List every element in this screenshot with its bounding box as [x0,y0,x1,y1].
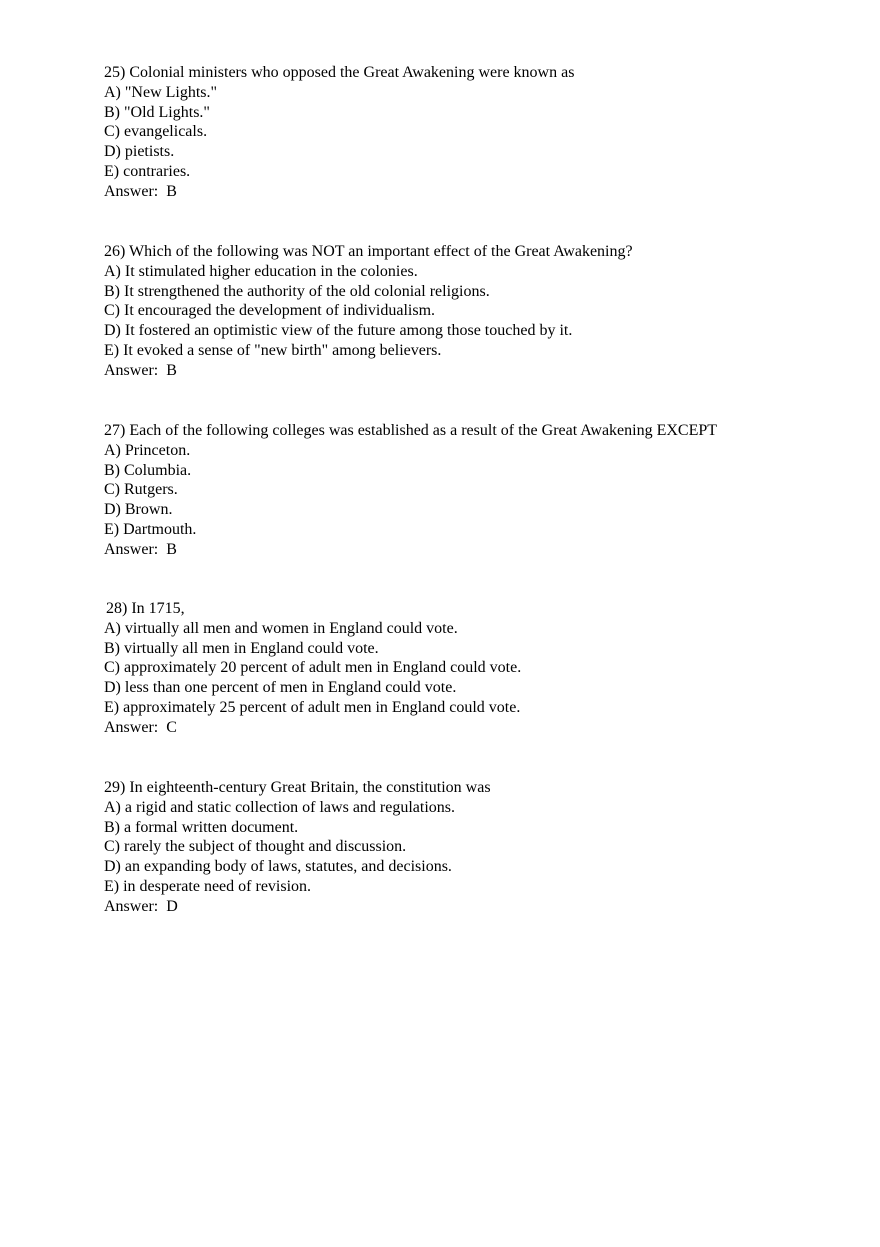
option-b: B) "Old Lights." [104,103,210,121]
question-25 [104,63,804,202]
option-d: D) It fostered an optimistic view of the future among those touched by it. [104,322,573,340]
option-d: D) an expanding body of laws, statutes, and decisions. [104,858,452,876]
option-a: A) "New Lights." [104,83,218,101]
question-29 [104,778,804,917]
option-c: C) rarely the subject of thought and discussion. [104,838,407,856]
option-e: E) Dartmouth. [104,520,197,538]
option-b: B) a formal written document. [104,818,299,836]
question-27 [104,421,804,560]
question-stem: 29) In eighteenth-century Great Britain, the constitution was [104,779,491,796]
option-c: C) It encouraged the development of individualism. [104,302,436,320]
answer-line: Answer: B [104,182,177,200]
question-stem: 27) Each of the following colleges was established as a result of the Great Awakening EXCEPT [104,422,718,439]
question-stem: 28) In 1715, [106,600,185,617]
option-c: C) approximately 20 percent of adult men in England could vote. [104,659,522,677]
option-e: E) in desperate need of revision. [104,877,312,895]
option-a: A) virtually all men and women in England could vote. [104,619,458,637]
option-a: A) Princeton. [104,441,191,459]
option-c: C) evangelicals. [104,123,208,141]
answer-line: Answer: D [104,897,178,915]
answer-line: Answer: B [104,361,177,379]
option-a: A) It stimulated higher education in the colonies. [104,262,418,280]
answer-line: Answer: B [104,540,177,558]
question-28 [104,599,804,738]
question-26 [104,242,804,381]
answer-line: Answer: C [104,718,177,736]
question-stem: 26) Which of the following was NOT an important effect of the Great Awakening? [104,243,633,260]
option-e: E) It evoked a sense of "new birth" among believers. [104,341,442,359]
question-stem: 25) Colonial ministers who opposed the Great Awakening were known as [104,64,575,81]
option-e: E) contraries. [104,162,191,180]
option-d: D) Brown. [104,501,173,519]
option-d: D) less than one percent of men in England could vote. [104,679,457,697]
option-d: D) pietists. [104,143,175,161]
option-b: B) It strengthened the authority of the old colonial religions. [104,282,490,300]
option-c: C) Rutgers. [104,481,178,499]
option-e: E) approximately 25 percent of adult men in England could vote. [104,698,521,716]
option-b: B) Columbia. [104,461,192,479]
option-a: A) a rigid and static collection of laws and regulations. [104,798,456,816]
option-b: B) virtually all men in England could vote. [104,639,379,657]
